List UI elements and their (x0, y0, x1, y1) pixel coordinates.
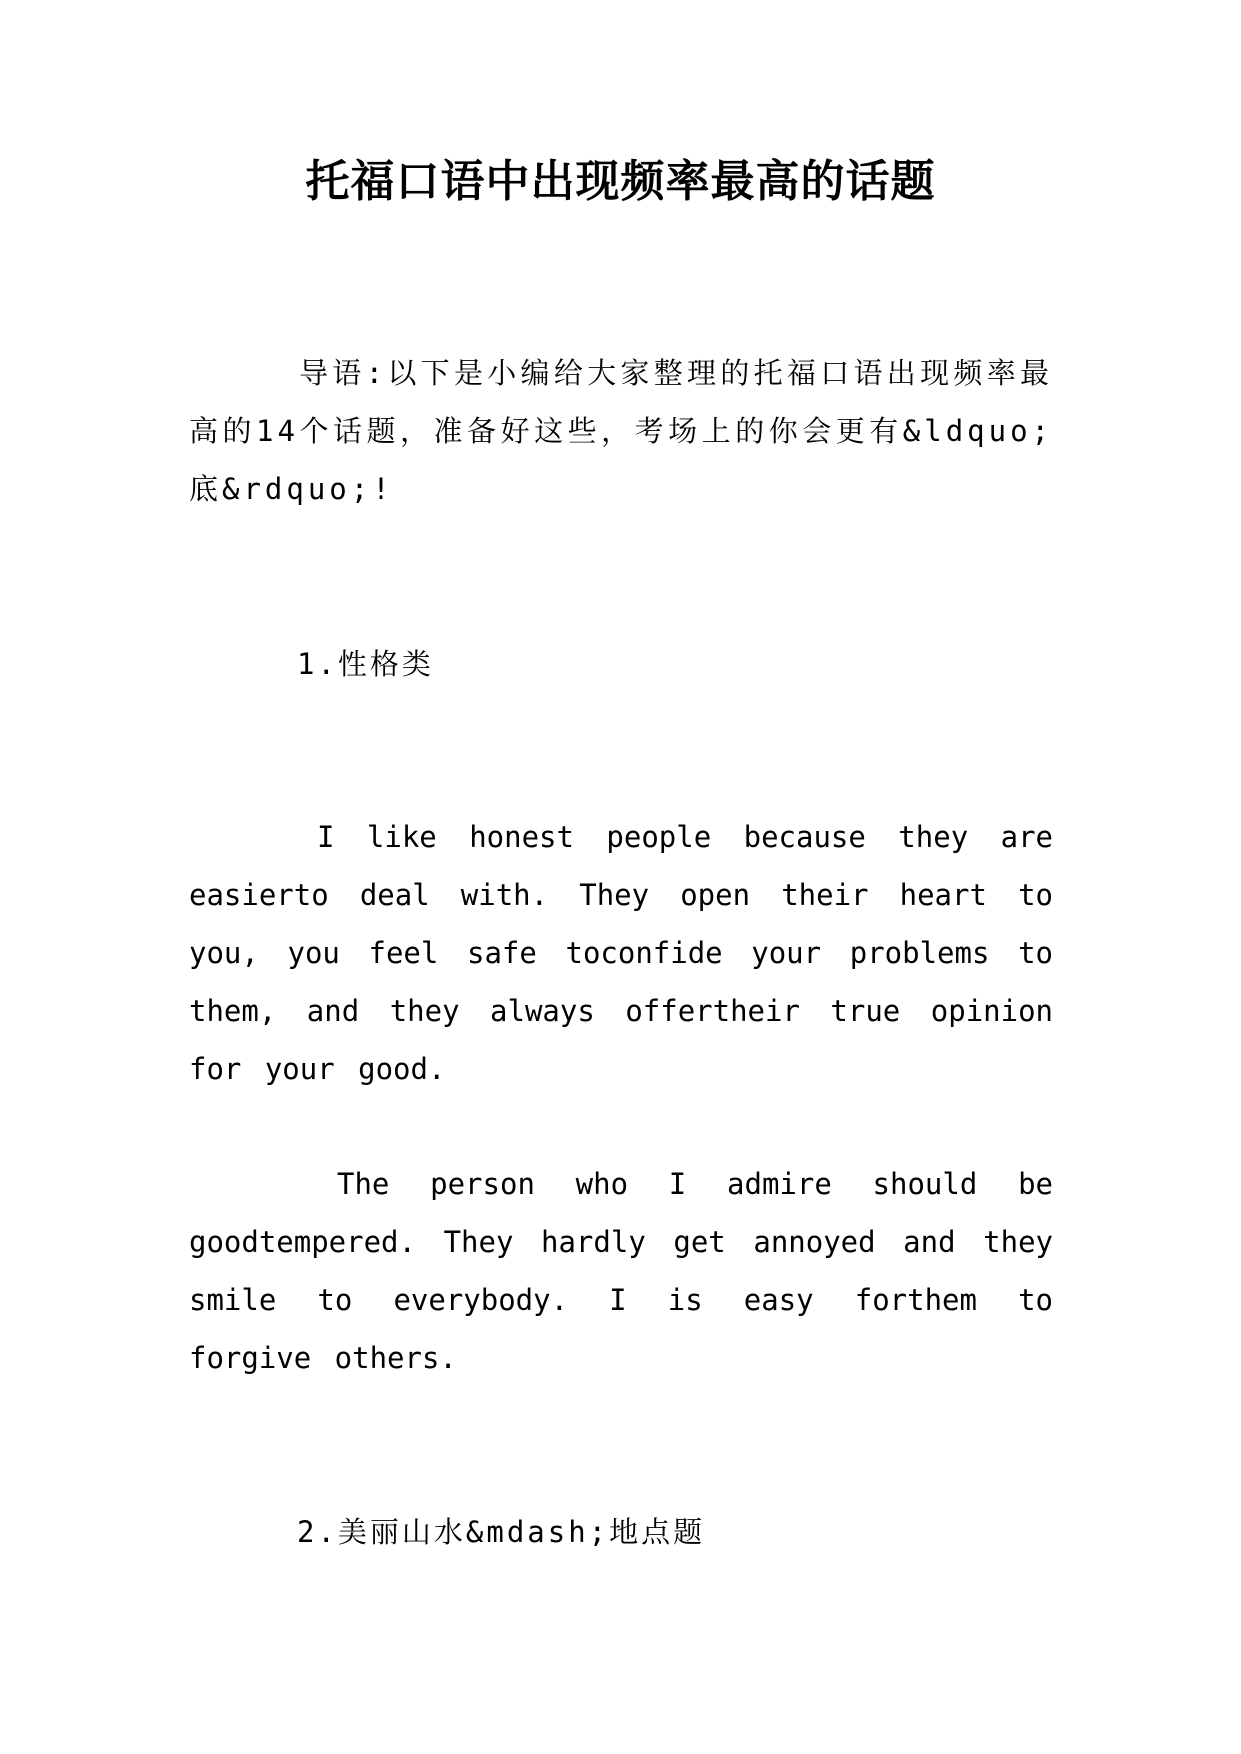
document-title: 托福口语中出现频率最高的话题 (305, 156, 936, 207)
personality-paragraph-honest: I like honest people because they are easierto deal with. They open their heart to you, you feel safe toconfide your problems to them, and they always offertheir true opinion for your good. (189, 820, 1053, 1086)
section-heading-places: 2.美丽山水&mdash;地点题 (297, 1515, 706, 1549)
section-heading-personality: 1.性格类 (297, 647, 434, 681)
personality-paragraph-goodtempered: The person who I admire should be goodtempered. They hardly get annoyed and they smile to everybody. I is easy forthem to forgive others. (189, 1167, 1053, 1375)
intro-paragraph: 导语:以下是小编给大家整理的托福口语出现频率最高的14个话题，准备好这些，考场上的你会更有&ldquo;底&rdquo;! (189, 356, 1053, 506)
